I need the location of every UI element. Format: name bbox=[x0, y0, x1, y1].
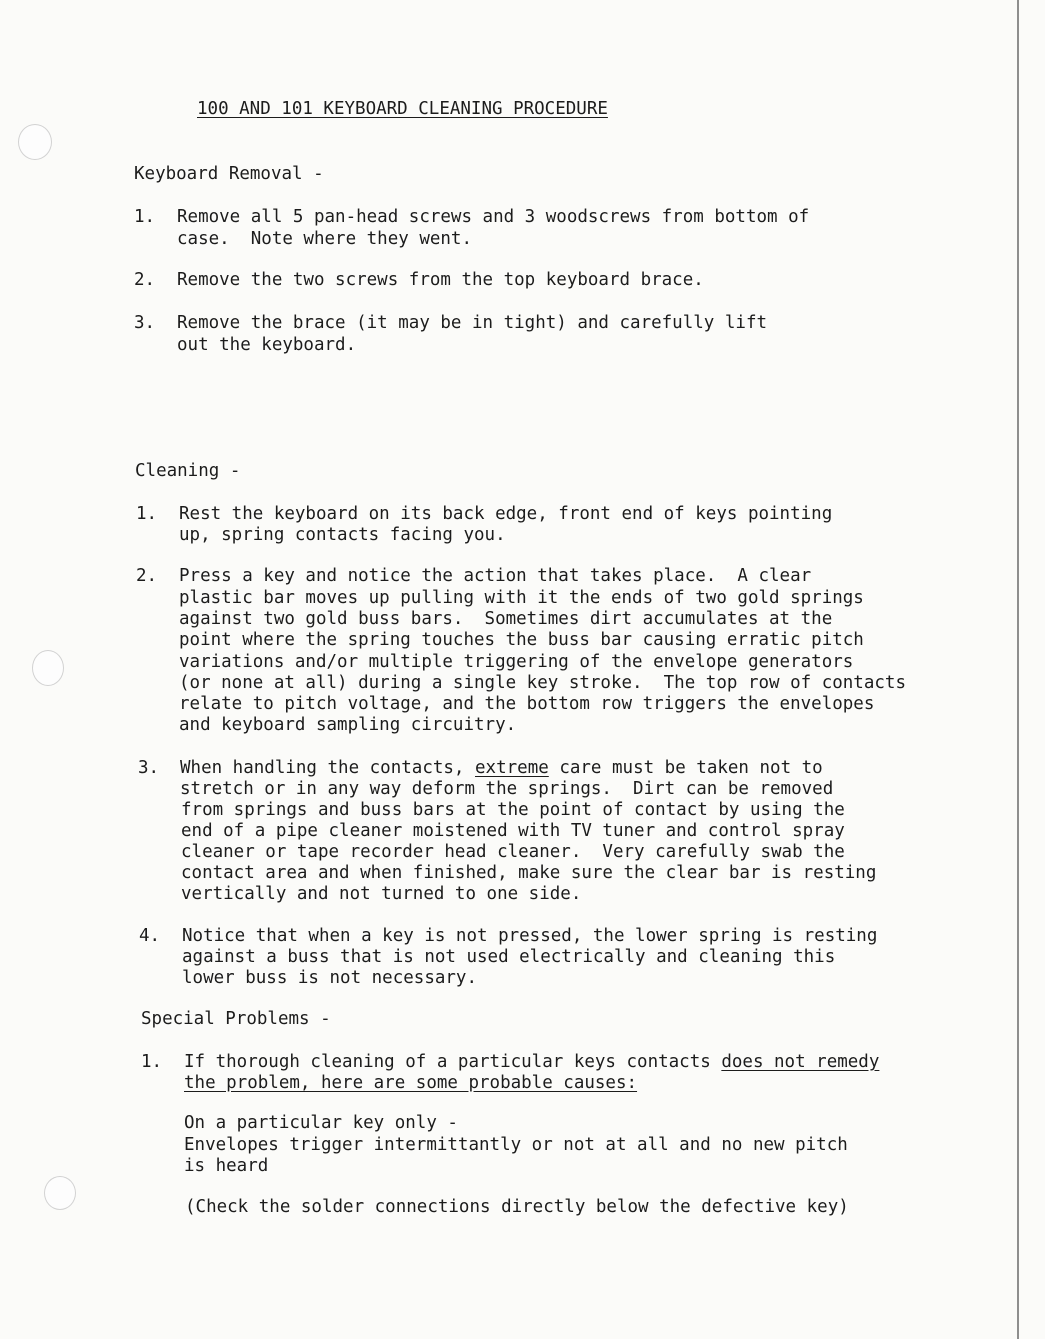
list-item-line: end of a pipe cleaner moistened with TV tuner and control spray bbox=[181, 821, 845, 841]
check-note: (Check the solder connections directly below the defective key) bbox=[185, 1197, 849, 1217]
list-item-line: out the keyboard. bbox=[177, 335, 357, 355]
list-number: 1. bbox=[134, 207, 156, 227]
list-item-line: variations and/or multiple triggering of the envelope generators bbox=[179, 652, 854, 672]
section-heading-keyboard-removal: Keyboard Removal - bbox=[134, 164, 324, 184]
text-run: If thorough cleaning of a particular keys contacts bbox=[184, 1052, 722, 1072]
list-number: 4. bbox=[139, 926, 161, 946]
section-heading-cleaning: Cleaning - bbox=[135, 461, 241, 481]
emphasis-underlined: does not remedy bbox=[721, 1052, 880, 1072]
list-number: 1. bbox=[136, 504, 158, 524]
punch-hole-top bbox=[18, 124, 52, 160]
list-item-line: and keyboard sampling circuitry. bbox=[179, 715, 517, 735]
list-number: 1. bbox=[141, 1052, 163, 1072]
emphasis-underlined: the problem, here are some probable causes: bbox=[184, 1073, 638, 1093]
note-line: is heard bbox=[184, 1156, 269, 1176]
list-item-line: against a buss that is not used electrically and cleaning this bbox=[182, 947, 836, 967]
list-item-line: (or none at all) during a single key stroke. The top row of contacts bbox=[179, 673, 906, 693]
text-run: care must be taken not to bbox=[548, 758, 823, 778]
list-item-line: Rest the keyboard on its back edge, front end of keys pointing bbox=[179, 504, 833, 524]
list-item-line: stretch or in any way deform the springs. Dirt can be removed bbox=[180, 779, 834, 799]
list-item-line: plastic bar moves up pulling with it the ends of two gold springs bbox=[179, 588, 864, 608]
list-item-line: vertically and not turned to one side. bbox=[181, 884, 582, 904]
list-item-line: cleaner or tape recorder head cleaner. Very carefully swab the bbox=[181, 842, 845, 862]
list-item-line: up, spring contacts facing you. bbox=[179, 525, 506, 545]
list-number: 2. bbox=[134, 270, 156, 290]
page-edge-line bbox=[1017, 0, 1019, 1339]
list-item-line: Notice that when a key is not pressed, the lower spring is resting bbox=[182, 926, 878, 946]
punch-hole-middle bbox=[32, 650, 64, 686]
list-item-line: point where the spring touches the buss bar causing erratic pitch bbox=[179, 630, 864, 650]
list-item-line: contact area and when finished, make sure the clear bar is resting bbox=[181, 863, 877, 883]
section-heading-special-problems: Special Problems - bbox=[141, 1009, 331, 1029]
list-item-line: from springs and buss bars at the point of contact by using the bbox=[181, 800, 845, 820]
document-title: 100 AND 101 KEYBOARD CLEANING PROCEDURE bbox=[197, 99, 608, 119]
list-item-line: Remove the brace (it may be in tight) and carefully lift bbox=[177, 313, 768, 333]
list-item-line: Remove all 5 pan-head screws and 3 woodscrews from bottom of bbox=[177, 207, 810, 227]
list-item-line: Press a key and notice the action that takes place. A clear bbox=[179, 566, 812, 586]
list-number: 3. bbox=[134, 313, 156, 333]
note-line: On a particular key only - bbox=[184, 1113, 458, 1133]
list-item-line: relate to pitch voltage, and the bottom row triggers the envelopes bbox=[179, 694, 875, 714]
list-item-line bbox=[180, 758, 823, 779]
emphasis-underlined: extreme bbox=[475, 758, 549, 778]
list-item-line: case. Note where they went. bbox=[177, 229, 473, 249]
text-run: When handling the contacts, bbox=[180, 758, 476, 778]
list-item-line bbox=[184, 1052, 879, 1073]
list-item-line: against two gold buss bars. Sometimes dirt accumulates at the bbox=[179, 609, 833, 629]
list-item-line: Remove the two screws from the top keyboard brace. bbox=[177, 270, 704, 290]
list-number: 2. bbox=[136, 566, 158, 586]
list-item-line: lower buss is not necessary. bbox=[182, 968, 478, 988]
list-number: 3. bbox=[138, 758, 160, 778]
punch-hole-bottom bbox=[44, 1176, 76, 1210]
note-line: Envelopes trigger intermittantly or not at all and no new pitch bbox=[184, 1135, 848, 1155]
